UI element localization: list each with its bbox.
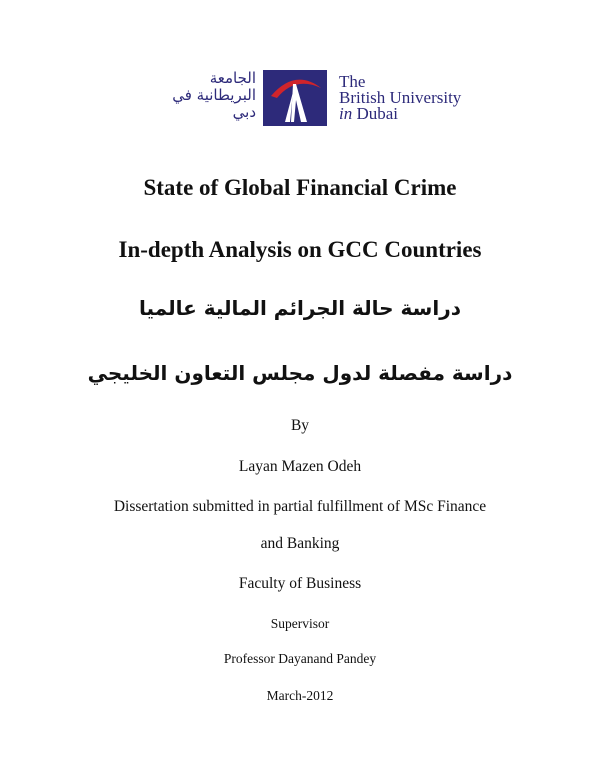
logo-en-line-2: British University — [339, 88, 462, 107]
logo-en-line-1: The — [339, 72, 366, 91]
arabic-subtitle: دراسة مفصلة لدول مجلس التعاون الخليجي — [87, 361, 513, 385]
logo-en-dubai: Dubai — [356, 104, 399, 123]
by-label: By — [290, 417, 310, 434]
submission-date: March-2012 — [266, 688, 334, 703]
logo-en-line-3 — [339, 106, 488, 122]
supervisor-name: Professor Dayanand Pandey — [223, 651, 377, 666]
university-emblem-icon — [263, 70, 327, 126]
logo-english-name — [339, 74, 488, 122]
supervisor-label: Supervisor — [270, 616, 330, 631]
author-name: Layan Mazen Odeh — [238, 458, 362, 475]
logo-en-in: in — [339, 104, 353, 123]
faculty-name: Faculty of Business — [238, 575, 362, 592]
logo-arabic-name — [110, 70, 256, 126]
dissertation-statement-line-2: and Banking — [260, 535, 340, 552]
arabic-title: دراسة حالة الجرائم المالية عالميا — [139, 296, 461, 320]
logo-arabic-line-2: البريطانية في — [172, 86, 256, 104]
document-subtitle: In-depth Analysis on GCC Countries — [118, 237, 482, 262]
logo-arabic-line-1: الجامعة — [209, 69, 256, 87]
document-title: State of Global Financial Crime — [143, 175, 457, 200]
logo-arabic-line-3: دبي — [232, 103, 256, 121]
university-logo — [110, 68, 488, 128]
dissertation-statement-line-1: Dissertation submitted in partial fulfillment of MSc Finance — [113, 498, 487, 515]
